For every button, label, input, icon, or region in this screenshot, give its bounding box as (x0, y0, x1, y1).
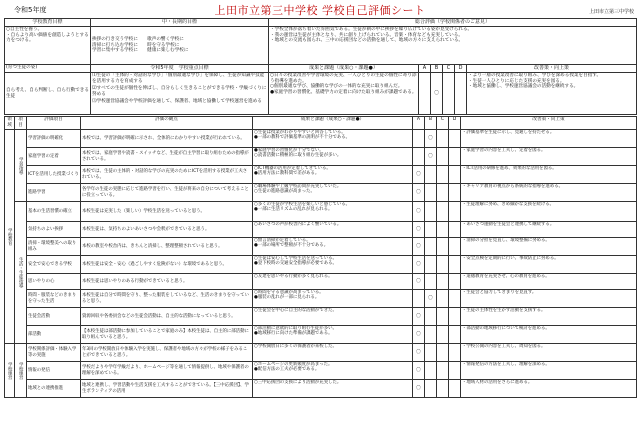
main-header-c: C (437, 117, 449, 130)
result-cell: ○職場体験や上級学校訪問が充実していた。 ○生徒の進路意識が高まった。 (253, 184, 413, 202)
eval-viewpoint: 【本校生徒は部活動に参加していることで家庭のみ】本校生徒は、自主的に部活動に取り組んでいると思う。 (81, 326, 253, 344)
result-cell: ○ホームページの更新頻度が高まった。 ●配信方法の工夫が必要である。 (253, 362, 413, 380)
result-cell: ○生徒会を中心に自主的な活動ができた。 (253, 308, 413, 326)
main-header-item: 項目 (15, 117, 27, 130)
mark-b (425, 308, 437, 326)
mark-d (449, 290, 461, 308)
eval-viewpoint: 本校生徒は自分で時間を守り、整った服装をしているなど、生活のきまりを守っていると思う。 (81, 290, 253, 308)
mark-b (425, 256, 437, 274)
mark-d (455, 73, 467, 115)
table-row (5, 362, 637, 380)
eval-viewpoint: 本校生徒は充実した（楽しい）学校生活を送っていると思う。 (81, 202, 253, 222)
goal-2: ⑵すべての生徒が個性を伸ばし、自分らしく生きることができる学校・学級づくりに努める (92, 86, 267, 97)
improve-header: 改善策・向上策 (467, 65, 637, 73)
eval-item: 基本の生活習慣の確立 (27, 202, 81, 222)
table-row (5, 274, 637, 290)
mark-a (413, 148, 425, 166)
eval-item: 学校関係評価・体験入学等の実施 (27, 344, 81, 362)
result-cell: ○あいさつの声が校舎内によく響いている。 (253, 222, 413, 238)
category-cell: 学校運営 (15, 344, 27, 398)
table-row (5, 130, 637, 148)
result-cell: ●家庭学習の習慣化が十分でない。 ○読書活動に積極的に取り組む生徒が多い。 (253, 148, 413, 166)
improve-cell: ・情報発信の方法を工夫し、理解を深める。 (461, 362, 637, 380)
mark-a: 〇 (413, 222, 425, 238)
table-row (5, 290, 637, 308)
eval-viewpoint: 本校生徒は安全・安心（過ごしやすく危険がない）な環境であると思う。 (81, 256, 253, 274)
mark-a: 〇 (413, 256, 425, 274)
improve-cell: ・ICT活用の研修を進め、効果的な活用を図る。 (461, 166, 637, 184)
mark-a: 〇 (413, 326, 425, 344)
child-image-header: (育つ生徒の姿) (5, 65, 91, 73)
eval-viewpoint: 各学年の生徒の実態に応じて進路学習を行い、生徒が将来の自分について考えることに役立っている。 (81, 184, 253, 202)
table-row (5, 344, 637, 362)
table-row (5, 222, 637, 238)
mark-b (425, 362, 437, 380)
mark-c (437, 290, 449, 308)
mark-c (437, 202, 449, 222)
improve-cell: ・地域人材の活用をさらに進める。 (461, 380, 637, 398)
col-c: C (443, 65, 455, 73)
mark-c (437, 326, 449, 344)
main-header-improve: 改善策・向上策 (461, 117, 637, 130)
eval-item: 生徒会活動 (27, 308, 81, 326)
table-row (5, 148, 637, 166)
table-row (5, 256, 637, 274)
mark-b (425, 202, 437, 222)
mark-b (425, 238, 437, 256)
mark-b (425, 274, 437, 290)
eval-viewpoint: 本校では、学習評価が明確に示され、全体的にわかりやすい授業が行われている。 (81, 130, 253, 148)
mark-c (437, 344, 449, 362)
mark-c (437, 256, 449, 274)
school-name: 上田市立第三中学校 (588, 9, 634, 15)
mark-c (437, 184, 449, 202)
main-header-d: D (449, 117, 461, 130)
eval-viewpoint: 地域と連携し、学習活動や生活支援を工夫することができている。【三中応援団】、学生ボランティアの活用 (81, 380, 253, 398)
year-improve: ・より一層の授業改善に取り組み、学びを深める授業を目指す。 ・生徒一人ひとりに応じた支援の充実を図る。 ・地域と協働し、学校運営協議会の活動を継続する。 (467, 73, 637, 115)
mark-b: 〇 (425, 290, 437, 308)
improve-cell: ・生徒の主体性を生かす活動を支援する。 (461, 308, 637, 326)
eval-viewpoint: 学校だよりや学年学級だより、ホームページ等を通して情報提供し、地域や保護者の理解を深めている。 (81, 362, 253, 380)
eval-item: 家庭学習の定着 (27, 148, 81, 166)
mark-c (437, 166, 449, 184)
main-header-domain: 領域 (5, 117, 15, 130)
eval-viewpoint: 本校では、家庭学習や読書・スイッチなど、生徒が自主学習に取り組むための指導がされている。 (81, 148, 253, 166)
summary-table (4, 18, 637, 115)
result-cell: ○三中応援団の支援により活動が充実した。 (253, 380, 413, 398)
overall-eval-text: ・学校全体が落ち着いた雰囲気である。生徒が朝の中に挨拶を繰り広げている姿が見受けられる。 ・我の運営は生徒が主体となり、共に創り上げられている。音楽・体育なども充実している。 ・地域との交流も図られ、三中の応援団などの活動を通して、地域の方々に支えられている。 (269, 27, 637, 65)
mark-a: 〇 (413, 274, 425, 290)
mark-c (437, 308, 449, 326)
improve-cell: ・道徳教育を充実させ、心の教育を進める。 (461, 274, 637, 290)
mark-a: 〇 (413, 202, 425, 222)
main-header-a: A (413, 117, 425, 130)
evaluation-table (4, 116, 637, 398)
eval-viewpoint: 年3回の学校開放日や体験入学を実施し、保護者や地域の方々が学校の様子をみることができていると思う。 (81, 344, 253, 362)
mark-d (449, 326, 461, 344)
domain-cell: 学校教育 (5, 130, 15, 344)
mark-b (425, 166, 437, 184)
mark-d (449, 274, 461, 290)
mark-d (449, 184, 461, 202)
table-row (5, 326, 637, 344)
mark-b: 〇 (425, 148, 437, 166)
table-row (5, 166, 637, 184)
eval-viewpoint: 本校生徒は、気持ちのよいあいさつや会釈ができていると思う。 (81, 222, 253, 238)
mark-d (449, 380, 461, 398)
improve-cell: ・部活動の地域移行について検討を進める。 (461, 326, 637, 344)
mark-b: 〇 (425, 130, 437, 148)
header-overall-eval: 総合評価（学校関係者のご意見） (269, 19, 637, 27)
improve-cell: ・キャリア教育の視点から系統的な指導を進める。 (461, 184, 637, 202)
mark-c (437, 380, 449, 398)
mark-a (419, 73, 431, 115)
header-midterm: 中・長期的目標 (91, 19, 269, 27)
result-cell: ○生徒は授業がわかりやすいと回答している。 ●一部の教科で評価基準の説明が不十分である。 (253, 130, 413, 148)
result-cell: ○生徒は安心して学校生活を送っている。 ●登下校時の交通安全指導が必要である。 (253, 256, 413, 274)
result-cell: ○時間を守る意識が高まっている。 ●服装の乱れが一部に見られる。 (253, 290, 413, 308)
eval-viewpoint: 資源回収や各委員会などの生徒会活動は、自主的な活動になっていると思う。 (81, 308, 253, 326)
eval-item: 部活動 (27, 326, 81, 344)
table-row (5, 238, 637, 256)
mark-b (425, 380, 437, 398)
goal-3: ⑶学校運営協議会や学校評価を通して、保護者、地域と協働して学校運営を進める (92, 99, 262, 105)
eval-item: 時間・服装などのきまりを守った生活 (27, 290, 81, 308)
domain-cell: 学校運営 (5, 344, 15, 398)
result-cell: ○無言清掃が定着している。 ●一部の場所で整頓が不十分である。 (253, 238, 413, 256)
eval-item: 安全で安心できる学校 (27, 256, 81, 274)
mark-a: 〇 (413, 238, 425, 256)
eval-item: 情報の発信 (27, 362, 81, 380)
mark-c (437, 238, 449, 256)
table-row (5, 308, 637, 326)
category-cell: 生活・生徒指導 (15, 202, 27, 344)
improve-cell: ・生徒会と協力してきまりを見直す。 (461, 290, 637, 308)
goal-1: ⑴生徒の「主体的・対話的な学び」「個別最適な学び」を保障し、生徒が知識や技能を活用する力を育成する (92, 73, 265, 84)
improve-cell: ・生徒理解に努め、きめ細かな支援を続ける。 (461, 202, 637, 222)
mark-c (437, 222, 449, 238)
eval-item: 思いやりの心 (27, 274, 81, 290)
mark-a: 〇 (413, 184, 425, 202)
eval-viewpoint: 本校生徒は思いやりのある行動ができていると思う。 (81, 274, 253, 290)
year-goals (91, 73, 269, 115)
midterm-goals: 挨拶の行き交う学校に 歌声の響く学校に 清掃に打ち込む学校に 時を守る学校に 学習に集中する学校に 健康に楽しむ学校に (91, 27, 269, 65)
mark-d (449, 362, 461, 380)
eval-item: 清掃・環境整美への取り組み (27, 238, 81, 256)
mark-d (449, 148, 461, 166)
improve-cell: ・評価基準を生徒に示し、見通しを持たせる。 (461, 130, 637, 148)
title-row (4, 2, 636, 18)
ideal-text: ○自主性を養う。 ・自らより高い価値を創造しようとする力をつける。 (5, 27, 91, 65)
category-cell: 学習指導 (15, 130, 27, 202)
improve-cell: ・家庭学習の内容を工夫し、定着を図る。 (461, 148, 637, 166)
mark-a: 〇 (413, 166, 425, 184)
table-row (5, 380, 637, 398)
eval-item: ICTを活用した授業づくり (27, 166, 81, 184)
year-result: ○日々の授業改善や学習環境の充実、一人ひとりの生徒の個性に寄り添う指導を進めた。 ○個別最適な学び、協働的な学びの一体的な充実に取り組んだ。 ●家庭学習の習慣化、基礎学力の定着に向けた取り組みが課題である。 (269, 73, 419, 115)
main-header-result: 成果と課題（成果○・課題●） (253, 117, 413, 130)
header-ideal: 学校教育目標 (5, 19, 91, 27)
mark-a: 〇 (413, 362, 425, 380)
mark-d (449, 166, 461, 184)
col-a: A (419, 65, 431, 73)
mark-a (413, 130, 425, 148)
eval-item: 進路学習 (27, 184, 81, 202)
page-title: 上田市立第三中学校 学校自己評価シート (214, 4, 426, 17)
eval-item: 地域との連携推進 (27, 380, 81, 398)
mark-a: 〇 (413, 380, 425, 398)
year-goal-header: 令和5年度 学校重点目標 (91, 65, 269, 73)
result-cell: ○多くの生徒が学校生活を楽しいと感じている。 ●一部に生活リズムの乱れが見られる。 (253, 202, 413, 222)
mark-b (425, 326, 437, 344)
result-cell: ○友達を思いやる行動が多く見られる。 (253, 274, 413, 290)
mark-c (437, 130, 449, 148)
col-b: B (431, 65, 443, 73)
main-header-viewpoint: 評価の観点 (81, 117, 253, 130)
improve-cell: ・清掃の分担を見直し、環境整備に努める。 (461, 238, 637, 256)
main-header-eval-item: 評価項目 (27, 117, 81, 130)
mark-d (449, 308, 461, 326)
mark-c (443, 73, 455, 115)
mark-d (449, 256, 461, 274)
improve-cell: ・安全点検を定期的に行い、事故防止に努める。 (461, 256, 637, 274)
improve-cell: ・あいさつ運動を生徒会と連携して継続する。 (461, 222, 637, 238)
mark-d (449, 238, 461, 256)
result-cell: ○ICT機器の活用が定着してきている。 ●活用方法に教科間で差がある。 (253, 166, 413, 184)
mark-d (449, 222, 461, 238)
result-cell: ○学校開放日に多くの保護者が来校した。 (253, 344, 413, 362)
mark-b: 〇 (431, 73, 443, 115)
eval-viewpoint: 本校の教室や校舎内は、きちんと清掃し、整理整頓されていると思う。 (81, 238, 253, 256)
result-header: 成果と課題（成果○・課題●） (269, 65, 419, 73)
table-row (5, 202, 637, 222)
mark-b (425, 344, 437, 362)
mark-a (413, 290, 425, 308)
col-d: D (455, 65, 467, 73)
mark-d (449, 202, 461, 222)
eval-viewpoint: 本校では、生徒の主体的・対話的な学びの充実のためにICTを活用する授業が工夫されている。 (81, 166, 253, 184)
mark-b (425, 222, 437, 238)
mark-a: 〇 (413, 344, 425, 362)
table-row (5, 184, 637, 202)
main-header-b: B (425, 117, 437, 130)
child-image-text: 自ら考え、自ら判断し、自ら行動できる生徒 (5, 73, 91, 115)
mark-c (437, 274, 449, 290)
mark-c (437, 362, 449, 380)
mark-d (449, 344, 461, 362)
eval-item: 学習評価の明確化 (27, 130, 81, 148)
mark-d (449, 130, 461, 148)
mark-c (437, 148, 449, 166)
result-cell: ○部活動に意欲的に取り組む生徒が多い。 ●地域移行に向けた準備が課題である。 (253, 326, 413, 344)
improve-cell: ・学校公開の内容を工夫し、周知を図る。 (461, 344, 637, 362)
mark-b (425, 184, 437, 202)
eval-item: 気持ちのよい挨拶 (27, 222, 81, 238)
fiscal-year: 令和5年度 (14, 6, 47, 14)
mark-a: 〇 (413, 308, 425, 326)
